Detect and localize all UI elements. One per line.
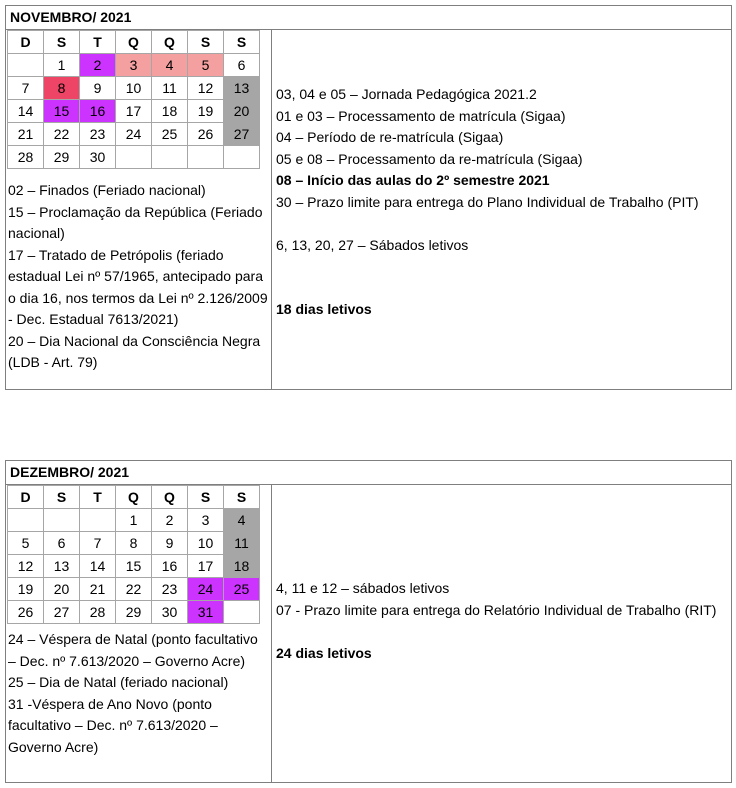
day-cell: 20 [44, 578, 80, 601]
school-days-total: 18 dias letivos [276, 301, 372, 317]
day-cell: 13 [44, 555, 80, 578]
event-item: 07 - Prazo limite para entrega do Relatório Individual de Trabalho (RIT) [276, 601, 717, 618]
week-row [8, 578, 260, 601]
event-item: 01 e 03 – Processamento de matrícula (Sigaa) [276, 107, 566, 124]
empty-day-cell [80, 509, 116, 532]
day-cell: 26 [8, 601, 44, 624]
day-cell: 30 [80, 146, 116, 169]
day-cell: 1 [116, 509, 152, 532]
day-cell: 17 [188, 555, 224, 578]
holiday-note: 31 -Véspera de Ano Novo (ponto facultativo – Dec. nº 7.613/2020 – Governo Acre) [8, 695, 218, 755]
holiday-note: 24 – Véspera de Natal (ponto facultativo – Dec. nº 7.613/2020 – Governo Acre) [8, 631, 258, 669]
day-cell: 11 [224, 532, 260, 555]
weekday-header: Q [116, 486, 152, 509]
holiday-note: 20 – Dia Nacional da Consciência Negra (LDB - Art. 79) [8, 332, 261, 370]
event-item: 04 – Período de re-matrícula (Sigaa) [276, 129, 504, 145]
empty-day-cell [224, 146, 260, 169]
day-cell: 8 [116, 532, 152, 555]
day-cell: 29 [44, 146, 80, 169]
day-cell: 5 [188, 54, 224, 77]
holiday-note: 02 – Finados (Feriado nacional) [8, 182, 206, 198]
day-cell: 24 [188, 578, 224, 601]
empty-day-cell [224, 601, 260, 624]
day-cell: 15 [44, 100, 80, 123]
weekday-header: D [8, 486, 44, 509]
weekday-header: S [44, 31, 80, 54]
week-row [8, 601, 260, 624]
weekday-header: S [188, 486, 224, 509]
week-row [8, 509, 260, 532]
empty-day-cell [8, 54, 44, 77]
events-column [271, 485, 731, 783]
day-cell: 23 [152, 578, 188, 601]
week-row [8, 555, 260, 578]
day-cell: 16 [80, 100, 116, 123]
day-cell: 4 [224, 509, 260, 532]
event-item: 05 e 08 – Processamento da re-matrícula (Sigaa) [276, 150, 583, 167]
day-cell: 27 [44, 601, 80, 624]
school-days-total: 24 dias letivos [276, 644, 372, 661]
weekday-header-row [8, 486, 260, 509]
day-cell: 19 [8, 578, 44, 601]
day-cell: 10 [116, 77, 152, 100]
day-cell: 7 [8, 77, 44, 100]
day-cell: 29 [116, 601, 152, 624]
day-cell: 7 [80, 532, 116, 555]
day-cell: 9 [152, 532, 188, 555]
empty-day-cell [152, 146, 188, 169]
holiday-notes [8, 180, 269, 374]
day-cell: 24 [116, 123, 152, 146]
event-item-highlight: 08 – Início das aulas do 2º semestre 2021 [276, 172, 550, 188]
day-cell: 23 [80, 123, 116, 146]
day-cell: 2 [80, 54, 116, 77]
week-row [8, 123, 260, 146]
day-cell: 15 [116, 555, 152, 578]
november-block [5, 5, 732, 390]
day-cell: 27 [224, 123, 260, 146]
day-cell: 19 [188, 100, 224, 123]
day-cell: 14 [8, 100, 44, 123]
day-cell: 30 [152, 601, 188, 624]
day-cell: 25 [224, 578, 260, 601]
weekday-header-row [8, 31, 260, 54]
day-cell: 18 [224, 555, 260, 578]
week-row [8, 77, 260, 100]
week-row [8, 146, 260, 169]
month-title: DEZEMBRO/ 2021 [6, 461, 731, 485]
day-cell: 10 [188, 532, 224, 555]
day-cell: 25 [152, 123, 188, 146]
event-item: 6, 13, 20, 27 – Sábados letivos [276, 236, 469, 253]
weekday-header: Q [116, 31, 152, 54]
day-cell: 31 [188, 601, 224, 624]
event-item: 4, 11 e 12 – sábados letivos [276, 580, 450, 596]
day-cell: 9 [80, 77, 116, 100]
month-calendar-grid [7, 30, 260, 169]
week-row [8, 100, 260, 123]
day-cell: 22 [116, 578, 152, 601]
month-title: NOVEMBRO/ 2021 [6, 6, 731, 30]
holiday-note: 25 – Dia de Natal (feriado nacional) [8, 674, 229, 690]
events-column [271, 30, 731, 390]
day-cell: 22 [44, 123, 80, 146]
day-cell: 6 [44, 532, 80, 555]
empty-day-cell [188, 146, 224, 169]
event-list [276, 578, 725, 664]
day-cell: 3 [188, 509, 224, 532]
day-cell: 11 [152, 77, 188, 100]
day-cell: 18 [152, 100, 188, 123]
week-row [8, 54, 260, 77]
empty-day-cell [116, 146, 152, 169]
day-cell: 6 [224, 54, 260, 77]
day-cell: 17 [116, 100, 152, 123]
weekday-header: T [80, 486, 116, 509]
day-cell: 28 [80, 601, 116, 624]
day-cell: 2 [152, 509, 188, 532]
event-list [276, 84, 725, 321]
holiday-note: 17 – Tratado de Petrópolis (feriado estadual Lei nº 57/1965, antecipado para o dia 16, nos termos da Lei nº 2.126/2009 - Dec. Estadual 7613/2021) [8, 246, 268, 327]
day-cell: 4 [152, 54, 188, 77]
day-cell: 12 [8, 555, 44, 578]
december-block [5, 460, 732, 783]
month-calendar-grid [7, 485, 260, 624]
day-cell: 28 [8, 146, 44, 169]
weekday-header: Q [152, 31, 188, 54]
day-cell: 20 [224, 100, 260, 123]
weekday-header: T [80, 31, 116, 54]
day-cell: 21 [8, 123, 44, 146]
weekday-header: D [8, 31, 44, 54]
event-item: 03, 04 e 05 – Jornada Pedagógica 2021.2 [276, 86, 537, 102]
day-cell: 21 [80, 578, 116, 601]
day-cell: 5 [8, 532, 44, 555]
week-row [8, 532, 260, 555]
day-cell: 1 [44, 54, 80, 77]
day-cell: 13 [224, 77, 260, 100]
event-item: 30 – Prazo limite para entrega do Plano Individual de Trabalho (PIT) [276, 193, 699, 210]
weekday-header: S [224, 31, 260, 54]
day-cell: 16 [152, 555, 188, 578]
empty-day-cell [44, 509, 80, 532]
calendar-column [6, 485, 271, 783]
day-cell: 8 [44, 77, 80, 100]
weekday-header: S [188, 31, 224, 54]
day-cell: 3 [116, 54, 152, 77]
day-cell: 26 [188, 123, 224, 146]
calendar-column [6, 30, 271, 390]
holiday-note: 15 – Proclamação da República (Feriado nacional) [8, 203, 263, 241]
weekday-header: S [44, 486, 80, 509]
day-cell: 14 [80, 555, 116, 578]
weekday-header: S [224, 486, 260, 509]
weekday-header: Q [152, 486, 188, 509]
day-cell: 12 [188, 77, 224, 100]
holiday-notes [8, 629, 269, 758]
empty-day-cell [8, 509, 44, 532]
